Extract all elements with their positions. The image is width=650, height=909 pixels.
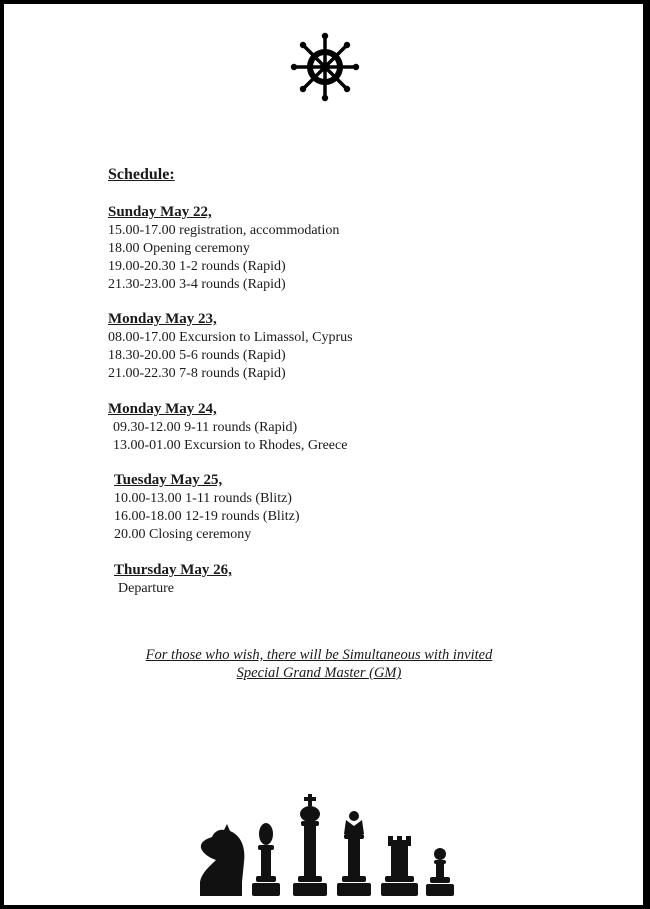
schedule-item: 15.00-17.00 registration, accommodation [108,223,340,238]
day-title: Tuesday May 25, [114,472,223,488]
schedule-item: 09.30-12.00 9-11 rounds (Rapid) [113,420,298,435]
chess-queen-icon [337,811,371,896]
schedule-item: 20.00 Closing ceremony [114,527,252,542]
schedule-item: 13.00-01.00 Excursion to Rhodes, Greece [113,438,348,453]
day-block-tuesday-may-25 [114,471,299,544]
schedule-item: 16.00-18.00 12-19 rounds (Blitz) [114,509,300,524]
day-block-monday-may-24 [108,400,347,455]
chess-pieces-graphic [194,784,464,899]
day-title: Sunday May 22, [108,204,212,220]
day-block-monday-may-23 [108,310,353,383]
chess-rook-icon [381,836,418,896]
chess-knight-icon [200,824,244,896]
schedule-item: 18.00 Opening ceremony [108,241,250,256]
chess-pawn-icon [426,848,454,896]
day-block-sunday-may-22 [108,203,339,294]
chess-bishop-icon [252,823,280,896]
schedule-item: 21.30-23.00 3-4 rounds (Rapid) [108,277,286,292]
schedule-heading: Schedule: [108,166,175,183]
schedule-item: 08.00-17.00 Excursion to Limassol, Cyprus [108,330,353,345]
simultaneous-note [104,646,534,682]
day-title: Thursday May 26, [114,562,232,578]
ship-wheel-icon [290,32,360,102]
schedule-item: 21.00-22.30 7-8 rounds (Rapid) [108,366,286,381]
schedule-item: 19.00-20.30 1-2 rounds (Rapid) [108,259,286,274]
schedule-item: 18.30-20.00 5-6 rounds (Rapid) [108,348,286,363]
chess-king-icon [293,794,327,896]
note-line: Special Grand Master (GM) [236,665,402,681]
schedule-item: 10.00-13.00 1-11 rounds (Blitz) [114,491,292,506]
day-block-thursday-may-26 [114,561,232,598]
schedule-page [4,4,643,905]
note-line: For those who wish, there will be Simultaneous with invited [145,647,493,663]
day-title: Monday May 23, [108,311,217,327]
schedule-item: Departure [118,581,174,596]
day-title: Monday May 24, [108,401,217,417]
